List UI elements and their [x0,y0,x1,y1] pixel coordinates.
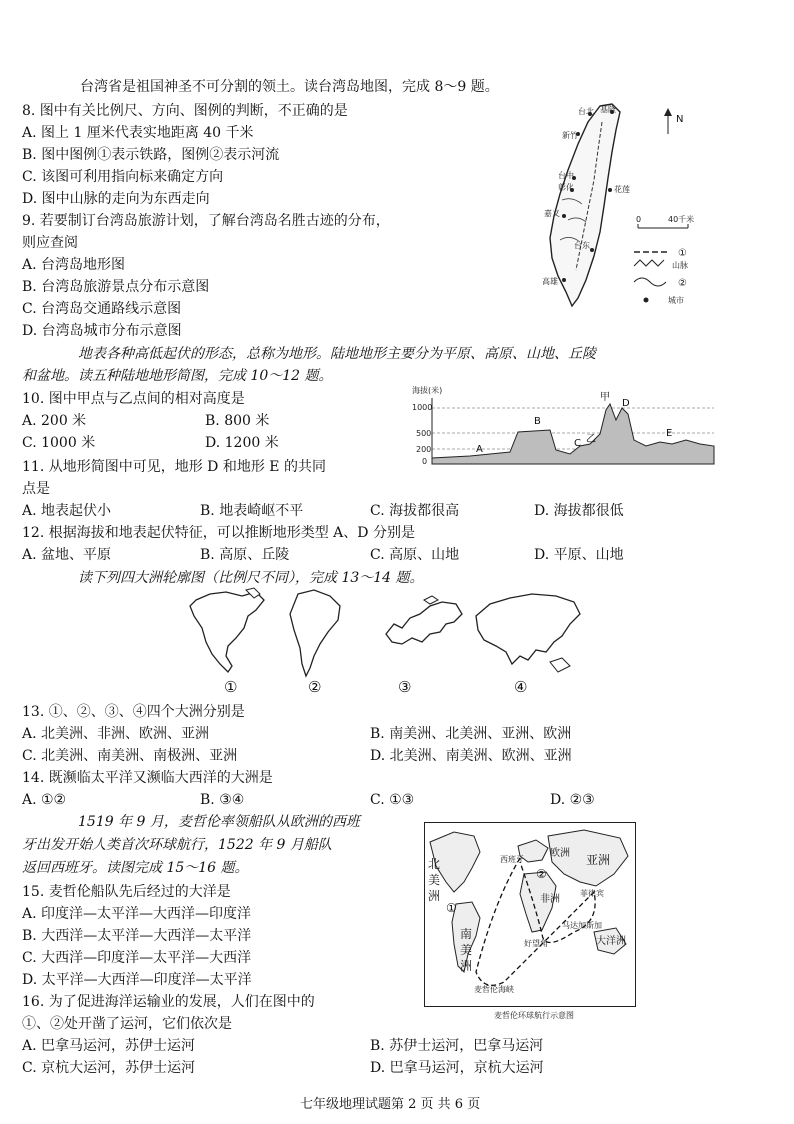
q12-option-b: B. 高原、丘陵 [200,547,290,563]
terrain-label-yi: 乙 [586,434,596,445]
terrain-label-a: A [476,444,483,455]
q11-stem: 11. 从地形简图中可见，地形 D 和地形 E 的共同 [22,459,326,475]
label-madagascar: 马达加斯加 [562,921,602,930]
q12-stem: 12. 根据海拔和地表起伏特征，可以推断地形类型 A、D 分别是 [22,525,415,541]
q12-option-a: A. 盆地、平原 [22,547,112,563]
q10-option-d: D. 1200 米 [205,435,279,451]
label-asia: 亚洲 [586,853,611,867]
continent-3-europe [380,594,466,650]
q14-option-c: C. ①③ [370,792,415,808]
continent-4-asia [470,586,584,680]
label-spain: 西班牙 [500,855,524,864]
map-caption: 麦哲伦环球航行示意图 [494,1011,574,1020]
q8-option-d: D. 图中山脉的走向为东西走向 [22,191,210,207]
q10-option-b: B. 800 米 [205,413,270,429]
intro-continents: 读下列四大洲轮廓图（比例尺不同），完成 13～14 题。 [78,570,424,586]
q11-option-d: D. 海拔都很低 [534,503,624,519]
q10-stem: 10. 图中甲点与乙点间的相对高度是 [22,391,245,407]
q8-option-b: B. 图中图例①表示铁路，图例②表示河流 [22,147,280,163]
q9-option-d: D. 台湾岛城市分布示意图 [22,323,182,339]
terrain-label-c: C [574,438,581,449]
city-kaohsiung: 高雄 [542,277,558,286]
q15-option-c: C. 大西洋—印度洋—太平洋—大西洋 [22,950,252,966]
continent-number-1: ① [224,678,238,696]
intro-magellan-cont2: 返回西班牙。读图完成 15～16 题。 [22,860,249,876]
q11-option-a: A. 地表起伏小 [22,503,112,519]
q14-stem: 14. 既濒临太平洋又濒临大西洋的大洲是 [22,770,273,786]
north-label: N [676,114,684,125]
q8-option-c: C. 该图可利用指向标来确定方向 [22,169,224,185]
terrain-tick-200: 200 [416,445,432,454]
q10-option-a: A. 200 米 [22,413,87,429]
q12-option-d: D. 平原、山地 [534,547,624,563]
legend-mountain: 山脉 [672,261,688,270]
label-sa-3: 洲 [460,959,473,973]
q16-option-c: C. 京杭大运河，苏伊士运河 [22,1060,196,1076]
q8-stem: 8. 图中有关比例尺、方向、图例的判断，不正确的是 [22,103,348,119]
terrain-tick-1000: 1000 [412,403,433,412]
q14-option-b: B. ③④ [200,792,245,808]
q9-option-a: A. 台湾岛地形图 [22,257,126,273]
legend-2: ② [678,278,687,289]
taiwan-island-outline [550,104,620,306]
magellan-world-map [424,822,636,1022]
legend-mountain-symbol [634,260,664,266]
q13-stem: 13. ①、②、③、④四个大洲分别是 [22,704,245,720]
q14-option-a: A. ①② [22,792,67,808]
continent-number-3: ③ [398,678,412,696]
legend-river-symbol [634,278,666,286]
label-europe: 欧洲 [550,848,570,859]
city-taichung: 台中 [558,171,574,180]
label-canal-1: ① [446,901,457,915]
legend-1: ① [678,248,687,259]
scale-km: 40千米 [668,215,695,224]
intro-taiwan: 台湾省是祖国神圣不可分割的领土。读台湾岛地图，完成 8～9 题。 [80,79,499,95]
q13-option-d: D. 北美洲、南美洲、欧洲、亚洲 [370,748,572,764]
q9-option-b: B. 台湾岛旅游景点分布示意图 [22,279,210,295]
intro-magellan-cont1: 牙出发开始人类首次环球航行，1522 年 9 月船队 [22,837,332,853]
label-sa-1: 南 [460,927,473,941]
scale-zero: 0 [636,215,642,224]
intro-terrain: 地表各种高低起伏的形态，总称为地形。陆地地形主要分为平原、高原、山地、丘陵 [78,346,596,362]
q15-option-d: D. 太平洋—大西洋—印度洋—太平洋 [22,972,252,988]
city-changhua: 彰化 [558,183,574,192]
q9-option-c: C. 台湾岛交通路线示意图 [22,301,182,317]
label-na-2: 美 [428,873,441,887]
terrain-label-jia: 甲 [600,392,610,403]
q8-option-a: A. 图上 1 厘米代表实地距离 40 千米 [22,125,254,141]
q11-option-c: C. 海拔都很高 [370,503,460,519]
q15-option-a: A. 印度洋—太平洋—大西洋—印度洋 [22,906,252,922]
continent-number-4: ④ [514,678,528,696]
q15-option-b: B. 大西洋—太平洋—大西洋—太平洋 [22,928,252,944]
q9-stem: 9. 若要制订台湾岛旅游计划，了解台湾岛名胜古迹的分布， [22,213,390,229]
continent-2-south-america [284,586,346,680]
label-canal-2: ② [536,867,547,881]
q16-stem-cont: ①、②处开凿了运河，它们依次是 [22,1016,232,1032]
label-africa: 非洲 [540,894,560,905]
label-sa-2: 美 [460,943,473,957]
terrain-ylabel: 海拔(米) [412,386,443,395]
q9-stem-cont: 则应查阅 [22,235,78,251]
intro-terrain-cont: 和盆地。读五种陆地地形简图，完成 10～12 题。 [22,368,333,384]
label-oceania: 大洋洲 [596,936,626,947]
label-na-3: 洲 [428,889,441,903]
q16-option-b: B. 苏伊士运河，巴拿马运河 [370,1038,544,1054]
continent-1-north-america [186,586,270,680]
taiwan-map [528,100,718,315]
terrain-label-b: B [534,416,541,427]
north-arrow-icon [664,108,672,134]
q16-stem: 16. 为了促进海洋运输业的发展，人们在图中的 [22,994,315,1010]
continent-number-2: ② [308,678,322,696]
q16-option-a: A. 巴拿马运河，苏伊士运河 [22,1038,196,1054]
terrain-label-e: E [666,428,673,439]
city-hsinchu: 新竹 [562,131,578,140]
q15-stem: 15. 麦哲伦船队先后经过的大洋是 [22,884,231,900]
terrain-tick-0: 0 [422,457,428,466]
legend-city: 城市 [668,296,684,305]
q12-option-c: C. 高原、山地 [370,547,460,563]
terrain-tick-500: 500 [416,429,432,438]
city-keelung: 基隆 [600,105,616,114]
city-chiayi: 嘉义 [544,209,560,218]
q11-stem-cont: 点是 [22,481,50,497]
page-footer: 七年级地理试题第 2 页 共 6 页 [300,1097,481,1112]
q11-option-b: B. 地表崎岖不平 [200,503,304,519]
label-cape: 好望角 [524,939,548,948]
q10-option-c: C. 1000 米 [22,435,96,451]
q13-option-a: A. 北美洲、非洲、欧洲、亚洲 [22,726,210,742]
city-taipei: 台北 [578,107,594,116]
label-philippines: 菲律宾 [580,889,604,898]
q16-option-d: D. 巴拿马运河，京杭大运河 [370,1060,544,1076]
city-hualien: 花莲 [614,185,630,194]
legend-city-symbol [644,298,649,303]
label-na-1: 北 [428,857,441,871]
intro-magellan: 1519 年 9 月，麦哲伦率领船队从欧洲的西班 [78,814,360,830]
q13-option-c: C. 北美洲、南美洲、南极洲、亚洲 [22,748,238,764]
terrain-label-d: D [622,398,630,409]
label-strait: 麦哲伦海峡 [474,985,514,994]
q13-option-b: B. 南美洲、北美洲、亚洲、欧洲 [370,726,572,742]
city-taitung: 台东 [574,241,590,250]
q14-option-d: D. ②③ [550,792,595,808]
terrain-profile [410,384,722,470]
